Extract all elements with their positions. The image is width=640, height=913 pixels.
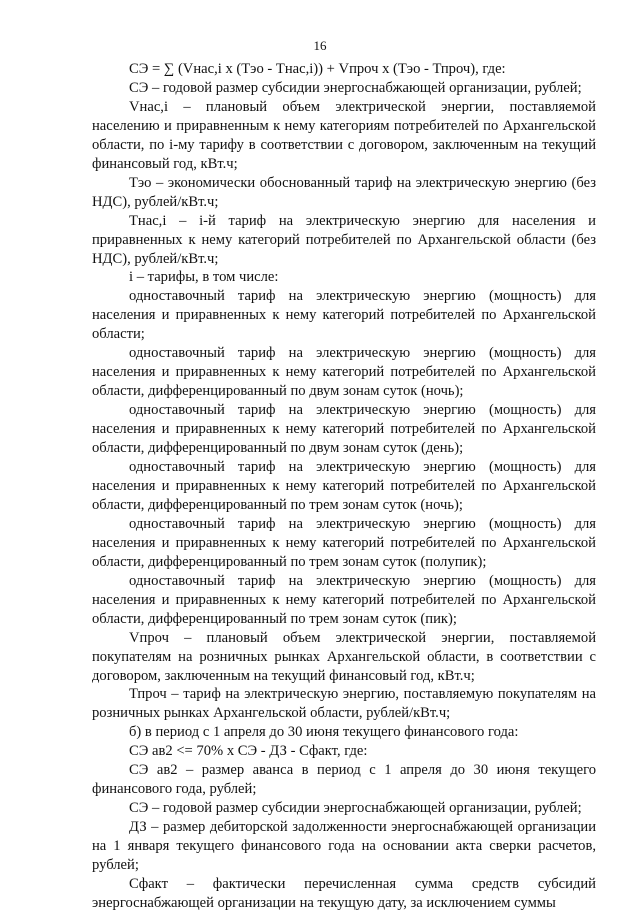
definition-vnas: Vнас,i – плановый объем электрической энергии, поставляемой населению и приравненным к нему категориям потребителей по Архангельской области, по i-му тарифу в соответствии с договором, заключенным на текущий финансовый год, кВт.ч; — [92, 98, 596, 172]
formula-subsidy: СЭ = ∑ (Vнас,i х (Тэо - Тнас,i)) + Vпроч х (Тэо - Тпроч), где: — [129, 61, 506, 77]
page-number: 16 — [313, 38, 327, 53]
tariff-item: одноставочный тариф на электрическую энергию (мощность) для населения и приравненных к нему категорий потребителей по Архангельской области, дифференцированный по трем зонам суток (полупик); — [92, 515, 596, 570]
definition-se-av2: СЭ ав2 – размер аванса в период с 1 апреля до 30 июня текущего финансового года, рублей; — [92, 762, 596, 798]
tariff-item: одноставочный тариф на электрическую энергию (мощность) для населения и приравненных к нему категорий потребителей по Архангельской области; — [92, 288, 596, 343]
definition-tproch: Тпроч – тариф на электрическую энергию, поставляемую покупателям на розничных рынках Архангельской области, рублей/кВт.ч; — [92, 686, 596, 722]
definition-sfakt: Сфакт – фактически перечисленная сумма средств субсидий энергоснабжающей организации на текущую дату, за исключением суммы — [92, 875, 596, 911]
tariff-item: одноставочный тариф на электрическую энергию (мощность) для населения и приравненных к нему категорий потребителей по Архангельской области, дифференцированный по трем зонам суток (пик); — [92, 572, 596, 627]
definition-se: СЭ – годовой размер субсидии энергоснабжающей организации, рублей; — [129, 79, 582, 96]
tariff-item: одноставочный тариф на электрическую энергию (мощность) для населения и приравненных к нему категорий потребителей по Архангельской области, дифференцированный по двум зонам суток (ночь); — [92, 345, 596, 400]
definition-teo: Тэо – экономически обоснованный тариф на электрическую энергию (без НДС), рублей/кВт.ч; — [92, 174, 596, 210]
definition-i: i – тарифы, в том числе: — [129, 269, 279, 286]
definition-se-repeat: СЭ – годовой размер субсидии энергоснабжающей организации, рублей; — [129, 800, 582, 817]
definition-vproch: Vпроч – плановый объем электрической энергии, поставляемой покупателям на розничных рынках Архангельской области, в соответствии с договором, заключенным на текущий финансовый год, кВт.ч; — [92, 629, 596, 684]
document-body — [92, 60, 596, 913]
definition-tnas: Тнас,i – i-й тариф на электрическую энергию для населения и приравненных к нему категорий потребителей по Архангельской области (без НДС), рублей/кВт.ч; — [92, 212, 596, 267]
tariff-item: одноставочный тариф на электрическую энергию (мощность) для населения и приравненных к нему категорий потребителей по Архангельской области, дифференцированный по трем зонам суток (ночь); — [92, 459, 596, 513]
tariff-item: одноставочный тариф на электрическую энергию (мощность) для населения и приравненных к нему категорий потребителей по Архангельской области, дифференцированный по двум зонам суток (день); — [92, 402, 596, 457]
formula-advance: СЭ ав2 <= 70% х СЭ - ДЗ - Сфакт, где: — [129, 743, 368, 760]
period-clause-b: б) в период с 1 апреля до 30 июня текущего финансового года: — [129, 724, 519, 741]
definition-dz: ДЗ – размер дебиторской задолженности энергоснабжающей организации на 1 января текущего финансового года на основании акта сверки расчетов, рублей; — [92, 819, 596, 874]
